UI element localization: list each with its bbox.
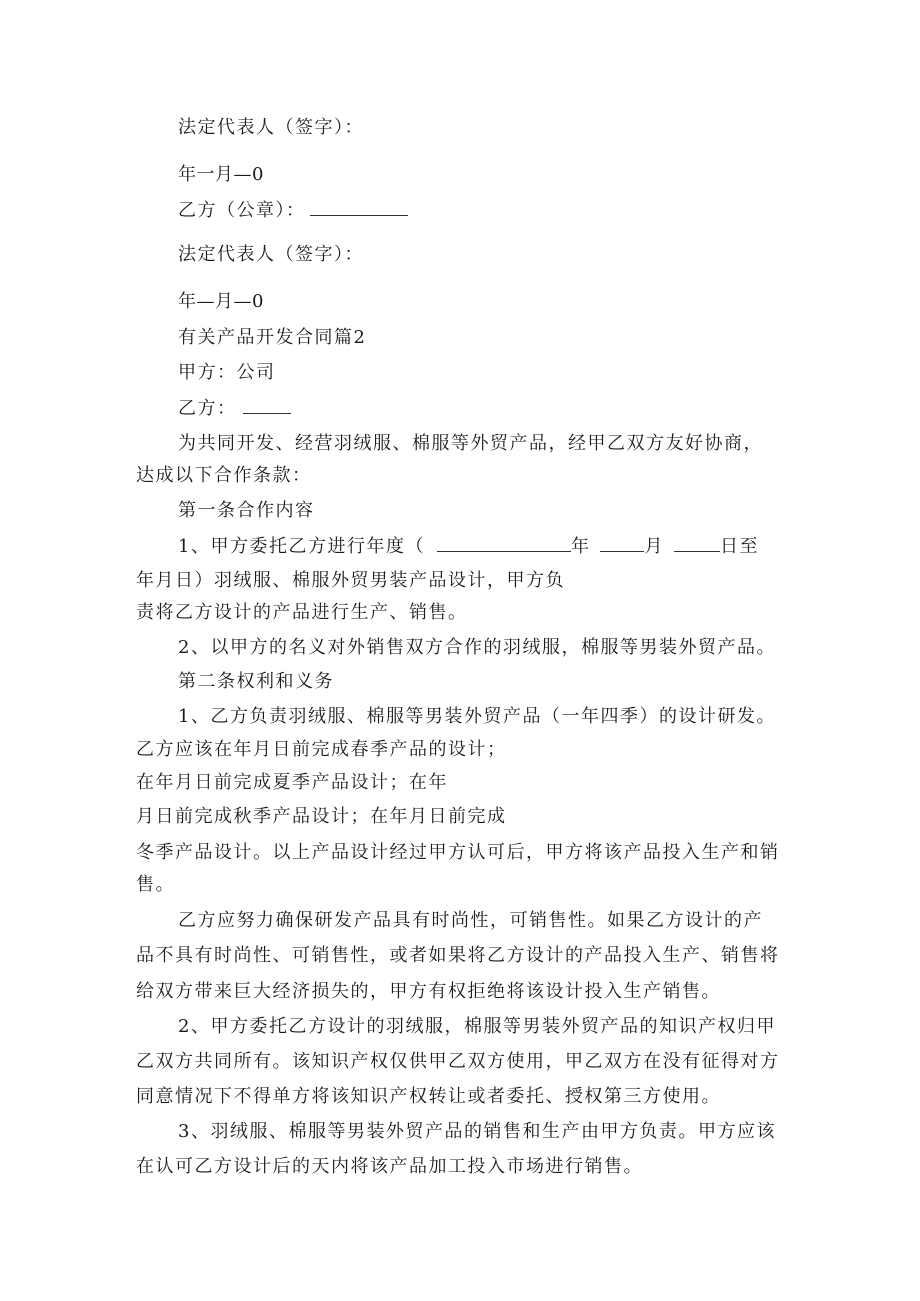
article-2-item-2-line-2: 乙双方共同所有。该知识产权仅供甲乙双方使用，甲乙双方在没有征得对方 xyxy=(136,1051,780,1072)
legal-rep-signature-line-2: 法定代表人（签字）： xyxy=(178,244,364,265)
intro-line-1: 为共同开发、经营羽绒服、棉服等外贸产品，经甲乙双方友好协商， xyxy=(178,433,763,454)
article-1-item-1-line-3: 责将乙方设计的产品进行生产、销售。 xyxy=(136,602,468,623)
month-blank xyxy=(600,535,644,552)
article-2-title: 第二条权利和义务 xyxy=(178,671,334,692)
legal-rep-signature-line-1: 法定代表人（签字）： xyxy=(178,117,364,138)
intro-line-2: 达成以下合作条款： xyxy=(136,465,312,486)
year-label: 年 xyxy=(570,536,591,557)
article-2-item-3-line-2: 在认可乙方设计后的天内将该产品加工投入市场进行销售。 xyxy=(136,1156,643,1177)
article-2-paragraph-line-1: 乙方应努力确保研发产品具有时尚性，可销售性。如果乙方设计的产 xyxy=(178,910,763,931)
day-blank xyxy=(674,535,720,552)
article-2-item-3-line-1: 3、羽绒服、棉服等男装外贸产品的销售和生产由甲方负责。甲方应该 xyxy=(178,1121,776,1142)
article-2-item-1-line-5: 冬季产品设计。以上产品设计经过甲方认可后，甲方将该产品投入生产和销 xyxy=(136,842,780,863)
article-1-item-1-line-1 xyxy=(178,535,759,559)
section-title: 有关产品开发合同篇2 xyxy=(178,327,367,348)
date-line-1: 年一月—0 xyxy=(178,164,264,185)
article-1-item-1-line-2: 年月日）羽绒服、棉服外贸男装产品设计，甲方负 xyxy=(136,570,565,591)
party-b-seal-label: 乙方（公章）： xyxy=(178,200,306,221)
article-2-item-1-line-3: 在年月日前完成夏季产品设计；在年 xyxy=(136,772,448,793)
party-a-line: 甲方：公司 xyxy=(178,362,276,383)
article-2-item-1-line-1: 1、乙方负责羽绒服、棉服等男装外贸产品（一年四季）的设计研发。 xyxy=(178,706,776,727)
month-label: 月 xyxy=(644,536,664,557)
party-b-blank xyxy=(243,397,291,414)
year-blank xyxy=(437,535,571,552)
item-1-intro: 1、甲方委托乙方进行年度（ xyxy=(178,536,425,557)
seal-blank xyxy=(310,199,408,216)
article-2-item-2-line-3: 同意情况下不得单方将该知识产权转让或者委托、授权第三方使用。 xyxy=(136,1086,721,1107)
article-2-item-1-line-2: 乙方应该在年月日前完成春季产品的设计； xyxy=(136,739,507,760)
date-line-2: 年—月—0 xyxy=(178,291,264,312)
article-2-item-1-line-6: 售。 xyxy=(136,874,175,895)
article-2-item-2-line-1: 2、甲方委托乙方设计的羽绒服，棉服等男装外贸产品的知识产权归甲 xyxy=(178,1016,776,1037)
article-1-title: 第一条合作内容 xyxy=(178,500,315,521)
party-b-line xyxy=(178,397,291,421)
party-b-seal-line xyxy=(178,199,408,223)
day-label: 日至 xyxy=(719,536,759,557)
article-2-item-1-line-4: 月日前完成秋季产品设计；在年月日前完成 xyxy=(136,806,507,827)
article-1-item-2: 2、以甲方的名义对外销售双方合作的羽绒服，棉服等男装外贸产品。 xyxy=(178,637,776,658)
article-2-paragraph-line-2: 品不具有时尚性、可销售性，或者如果将乙方设计的产品投入生产、销售将 xyxy=(136,945,780,966)
article-2-paragraph-line-3: 给双方带来巨大经济损失的，甲方有权拒绝将该设计投入生产销售。 xyxy=(136,981,721,1002)
party-b-label: 乙方： xyxy=(178,398,237,419)
